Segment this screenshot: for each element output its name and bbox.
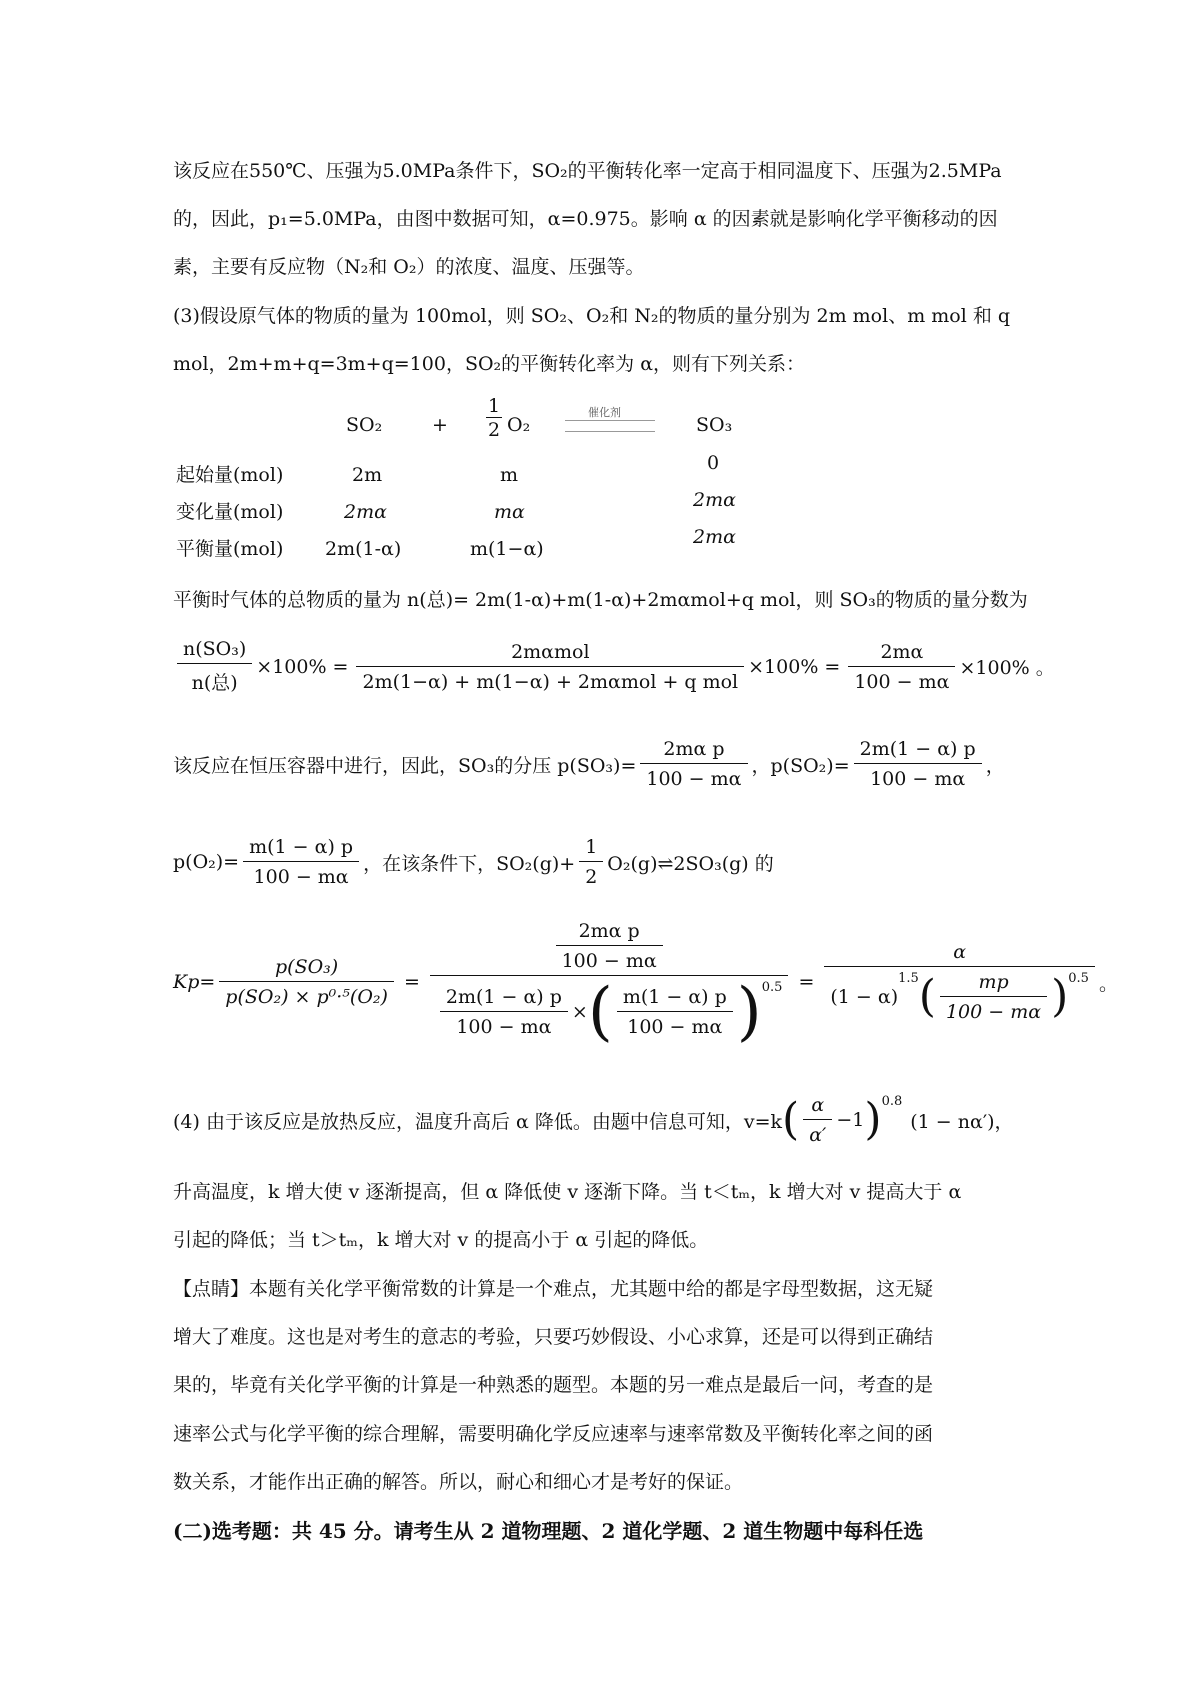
text-line-2: 的，因此，p₁=5.0MPa，由图中数据可知，α=0.975。影响 α 的因素就是影响化学平衡移动的因 [173, 208, 998, 230]
frac-mid: $\frac{\text{2mαmol}}{\text{2m(1−α) + m(1−α) + 2mαmol + q mol}}$ [356, 641, 744, 693]
kp-frac-1: $\frac{\text{p(SO₃)}}{\text{p(SO₂) × p⁰·⁵(O₂)}}$ [219, 956, 394, 1008]
text-line-12: 【点睛】本题有关化学平衡常数的计算是一个难点，尤其题中给的都是字母型数据，这无疑 [173, 1278, 934, 1300]
kp-frac-2: $\frac{\text{2mα p}}{100 - m\alpha}$ $\frac{2m(1 - \alpha) p}{100 - m\alpha}$ × ( $\frac{m(1 - \alpha) p}{100 - m\alpha}$ ) $^{0.5}$ [430, 920, 789, 1044]
kp-frac-3-inner: $\frac{mp}{100 - m\alpha}$ [940, 971, 1047, 1023]
kp-frac-2-top: $\frac{\text{2mα p}}{100 - m\alpha}$ [556, 920, 663, 972]
frac-lhs: $\frac{\text{n(SO₃)}}{\text{n(总)}}$ [177, 638, 252, 695]
frac-rhs: $\frac{2m\alpha}{100 - m\alpha}$ [848, 641, 955, 693]
section-heading: (二)选考题：共 45 分。请考生从 2 道物理题、2 道化学题、2 道生物题中每科任选 [173, 1519, 924, 1543]
mole-fraction-equation: $\frac{\text{n(SO₃)}}{\text{n(总)}}$ ×100% = $\frac{\text{2mαmol}}{\text{2m(1−α) + m(1−α) + 2mαmol + q mol}}$ ×100% = $\frac{2m\alpha}{100 - m\alpha}$ ×100% 。 [173, 638, 1055, 695]
species-o2: O₂ [507, 414, 531, 436]
row-label-initial: 起始量(mol) [176, 464, 284, 486]
species-so2: SO₂ [346, 414, 383, 436]
row-eq-so2: 2m(1-α) [325, 538, 402, 560]
text-line-13: 增大了难度。这也是对考生的意志的考验，只要巧妙假设、小心求算，还是可以得到正确结 [173, 1326, 934, 1348]
kp-equation: Kp= $\frac{\text{p(SO₃)}}{\text{p(SO₂) × p⁰·⁵(O₂)}}$ = $\frac{\text{2mα p}}{100 - m\alpha}$ $\frac{2m(1 - \alpha) p}{100 - m\alpha}$ × ( $\frac{m(1 - \alpha) p}{100 - m\alpha}$ ) $^{0.5}$ = α (1 − α) 1.5 ( $\frac{mp}{100 - m\alpha}$ ) $^{0.5}$ 。 [173, 920, 1118, 1049]
frac-half: $\frac{1}{2}$ [579, 836, 603, 888]
equilibrium-arrow [565, 420, 655, 432]
row-label-change: 变化量(mol) [176, 501, 284, 523]
text-line-1: 该反应在550℃、压强为5.0MPa条件下，SO₂的平衡转化率一定高于相同温度下、压强为2.5MPa [173, 160, 1002, 182]
text-line-10: 升高温度，k 增大使 v 逐渐提高，但 α 降低使 v 逐渐下降。当 t＜tₘ，k 增大对 v 提高大于 α [173, 1181, 962, 1203]
kp-frac-3: α (1 − α) 1.5 ( $\frac{mp}{100 - m\alpha}$ ) $^{0.5}$ [824, 941, 1095, 1023]
frac-po2: $\frac{m(1 - \alpha) p}{100 - m\alpha}$ [243, 836, 359, 888]
species-so3: SO₃ [696, 414, 733, 436]
row-eq-so3: 2mα [693, 526, 736, 548]
frac-pso3: $\frac{\text{2mα p}}{100 - m\alpha}$ [640, 738, 747, 790]
text-line-16: 数关系，才能作出正确的解答。所以，耐心和细心才是考好的保证。 [173, 1471, 744, 1493]
species-plus: + [432, 414, 448, 436]
row-initial-so3: 0 [707, 452, 720, 474]
rate-line: (4) 由于该反应是放热反应，温度升高后 α 降低。由题中信息可知，v=k ( $\frac{\alpha}{\alpha'}$ −1 ) $^{0.8}$ (1 − nα′)， [173, 1094, 1014, 1146]
row-change-so2: 2mα [344, 501, 387, 523]
text-line-5: mol，2m+m+q=3m+q=100，SO₂的平衡转化率为 α，则有下列关系： [173, 353, 806, 375]
rate-frac: $\frac{\alpha}{\alpha'}$ [803, 1094, 832, 1146]
row-label-equilibrium: 平衡量(mol) [176, 538, 284, 560]
kp-frac-2-bot-a: $\frac{2m(1 - \alpha) p}{100 - m\alpha}$ [440, 986, 568, 1038]
row-change-o2: mα [494, 501, 525, 523]
row-change-so3: 2mα [693, 489, 736, 511]
row-initial-so2: 2m [352, 464, 383, 486]
kp-frac-2-bot-b: $\frac{m(1 - \alpha) p}{100 - m\alpha}$ [617, 986, 733, 1038]
partial-pressure-line: 该反应在恒压容器中进行，因此，SO₃的分压 p(SO₃)= $\frac{\text{2mα p}}{100 - m\alpha}$ ，p(SO₂)= $\frac{2m(1 - \alpha) p}{100 - m\alpha}$ ， [173, 738, 1005, 790]
text-line-4: (3)假设原气体的物质的量为 100mol，则 SO₂、O₂和 N₂的物质的量分别为 2m mol、m mol 和 q [173, 305, 1011, 327]
row-eq-o2: m(1−α) [470, 538, 544, 560]
catalyst-label: 催化剂 [588, 406, 621, 419]
row-initial-o2: m [500, 464, 519, 486]
text-line-6: 平衡时气体的总物质的量为 n(总)= 2m(1-α)+m(1-α)+2mαmol+q mol，则 SO₃的物质的量分数为 [173, 589, 1028, 611]
text-line-11: 引起的降低；当 t＞tₘ，k 增大对 v 的提高小于 α 引起的降低。 [173, 1229, 709, 1251]
half-fraction: 1 2 [487, 395, 501, 441]
text-line-15: 速率公式与化学平衡的综合理解，需要明确化学反应速率与速率常数及平衡转化率之间的函 [173, 1423, 934, 1445]
frac-pso2: $\frac{2m(1 - \alpha) p}{100 - m\alpha}$ [854, 738, 982, 790]
po2-line: p(O₂)= $\frac{m(1 - \alpha) p}{100 - m\alpha}$ ，在该条件下，SO₂(g)+ $\frac{1}{2}$ O₂(g)⇌2SO₃(g) 的 [173, 836, 774, 888]
text-line-3: 素，主要有反应物（N₂和 O₂）的浓度、温度、压强等。 [173, 256, 645, 278]
text-line-14: 果的，毕竟有关化学平衡的计算是一种熟悉的题型。本题的另一难点是最后一问，考查的是 [173, 1374, 934, 1396]
